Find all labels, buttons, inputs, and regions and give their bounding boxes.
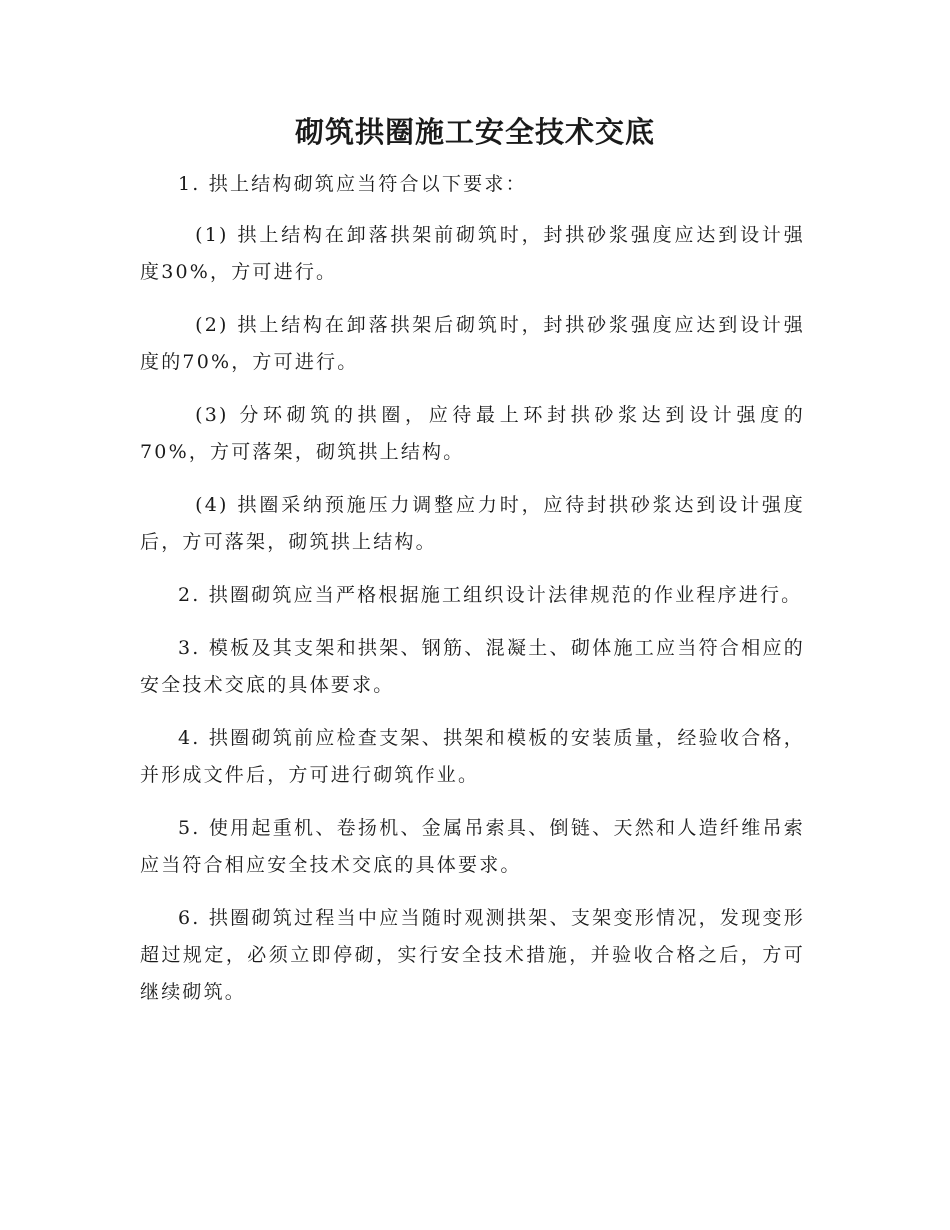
paragraph-item-2: 2. 拱圈砌筑应当严格根据施工组织设计法律规范的作业程序进行。	[178, 584, 803, 606]
paragraph-item-3: 3. 模板及其支架和拱架、钢筋、混凝土、砌体施工应当符合相应的安全技术交底的具体要求。	[140, 637, 805, 696]
document-title: 砌筑拱圈施工安全技术交底	[294, 115, 655, 149]
document-body	[140, 166, 805, 1027]
paragraph-item-6: 6. 拱圈砌筑过程当中应当随时观测拱架、支架变形情况，发现变形超过规定，必须立即停砌，实行安全技术措施，并验收合格之后，方可继续砌筑。	[140, 907, 805, 1003]
paragraph-subitem-4: (4) 拱圈采纳预施压力调整应力时，应待封拱砂浆达到设计强度后，方可落架，砌筑拱上结构。	[140, 494, 805, 553]
paragraph-item-1: 1. 拱上结构砌筑应当符合以下要求：	[178, 173, 527, 195]
paragraph-subitem-3: (3) 分环砌筑的拱圈，应待最上环封拱砂浆达到设计强度的70%，方可落架，砌筑拱上结构。	[140, 404, 805, 463]
paragraph-item-4: 4. 拱圈砌筑前应检查支架、拱架和模板的安装质量，经验收合格，并形成文件后，方可进行砌筑作业。	[140, 727, 805, 786]
paragraph-subitem-2: (2) 拱上结构在卸落拱架后砌筑时，封拱砂浆强度应达到设计强度的70%，方可进行。	[140, 314, 805, 373]
paragraph-item-5: 5. 使用起重机、卷扬机、金属吊索具、倒链、天然和人造纤维吊索应当符合相应安全技术交底的具体要求。	[140, 817, 805, 876]
paragraph-subitem-1: (1) 拱上结构在卸落拱架前砌筑时，封拱砂浆强度应达到设计强度30%，方可进行。	[140, 224, 805, 283]
